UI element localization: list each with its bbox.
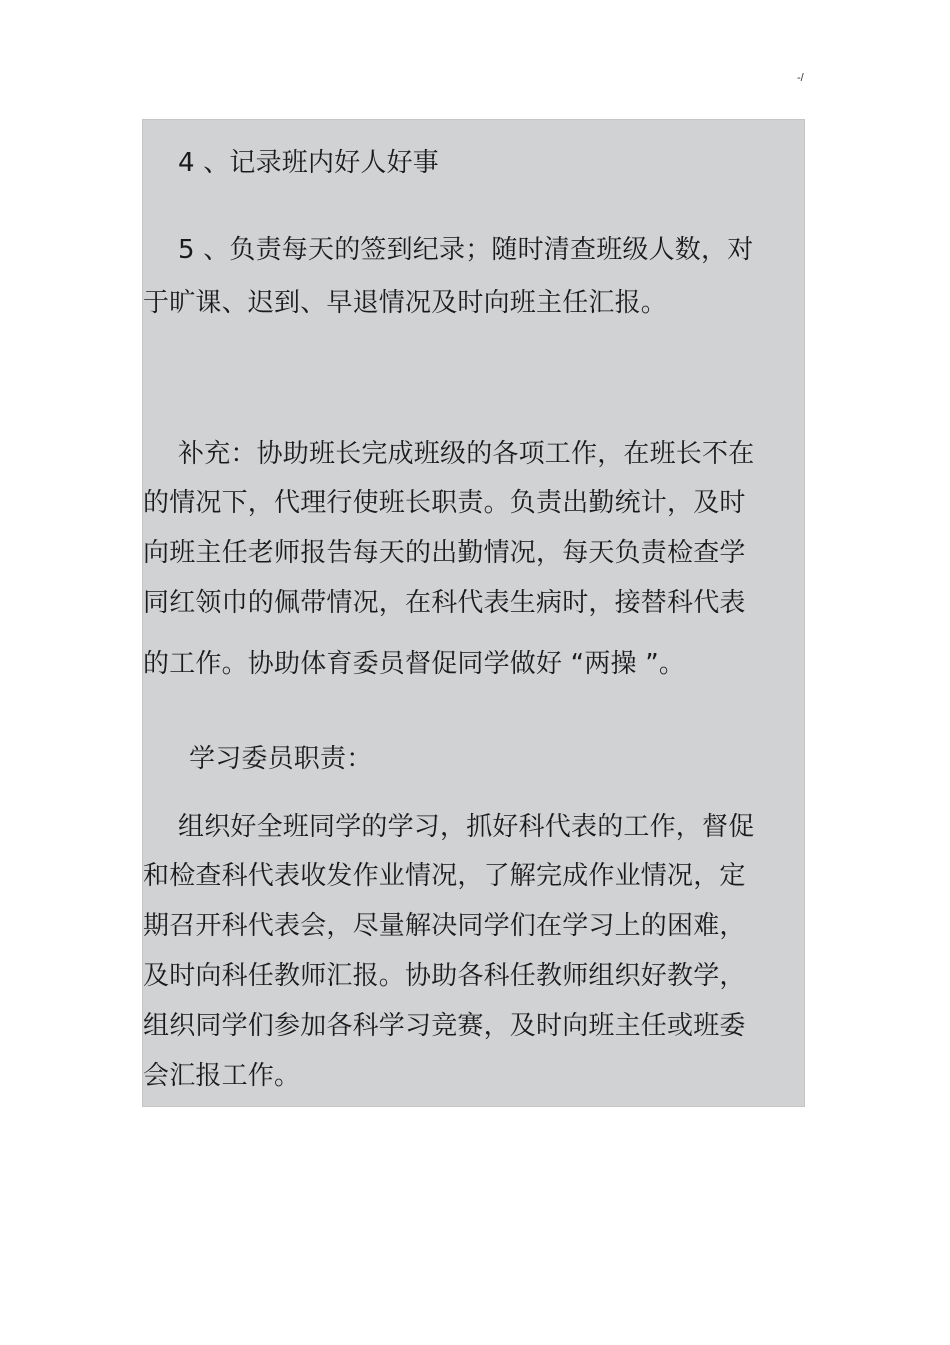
study-line-1: 组织好全班同学的学习，抓好科代表的工作，督促: [178, 812, 755, 842]
document-content-box: [142, 119, 805, 1107]
item-5-line-2: 于旷课、迟到、早退情况及时向班主任汇报。: [143, 288, 668, 318]
study-committee-heading: 学习委员职责：: [189, 744, 373, 774]
supplement-line-3: 向班主任老师报告每天的出勤情况，每天负责检查学: [143, 538, 746, 568]
study-line-6: 会汇报工作。: [143, 1061, 301, 1091]
study-line-3: 期召开科代表会，尽量解决同学们在学习上的困难，: [143, 911, 746, 941]
study-line-5: 组织同学们参加各科学习竞赛，及时向班主任或班委: [143, 1011, 746, 1041]
study-line-2: 和检查科代表收发作业情况，了解完成作业情况，定: [143, 861, 746, 891]
supplement-line-2: 的情况下，代理行使班长职责。负责出勤统计，及时: [143, 488, 746, 518]
item-5-line-1: 5 、负责每天的签到纪录；随时清查班级人数，对: [178, 235, 754, 265]
supplement-line-4: 同红领巾的佩带情况，在科代表生病时，接替科代表: [143, 588, 746, 618]
supplement-line-1: 补充：协助班长完成班级的各项工作，在班长不在: [178, 439, 755, 469]
header-mark: -/: [797, 72, 804, 84]
study-line-4: 及时向科任教师汇报。协助各科任教师组织好教学，: [143, 961, 746, 991]
item-4: 4 、记录班内好人好事: [178, 148, 440, 178]
supplement-line-5: 的工作。协助体育委员督促同学做好 “两操 ”。: [143, 649, 686, 679]
